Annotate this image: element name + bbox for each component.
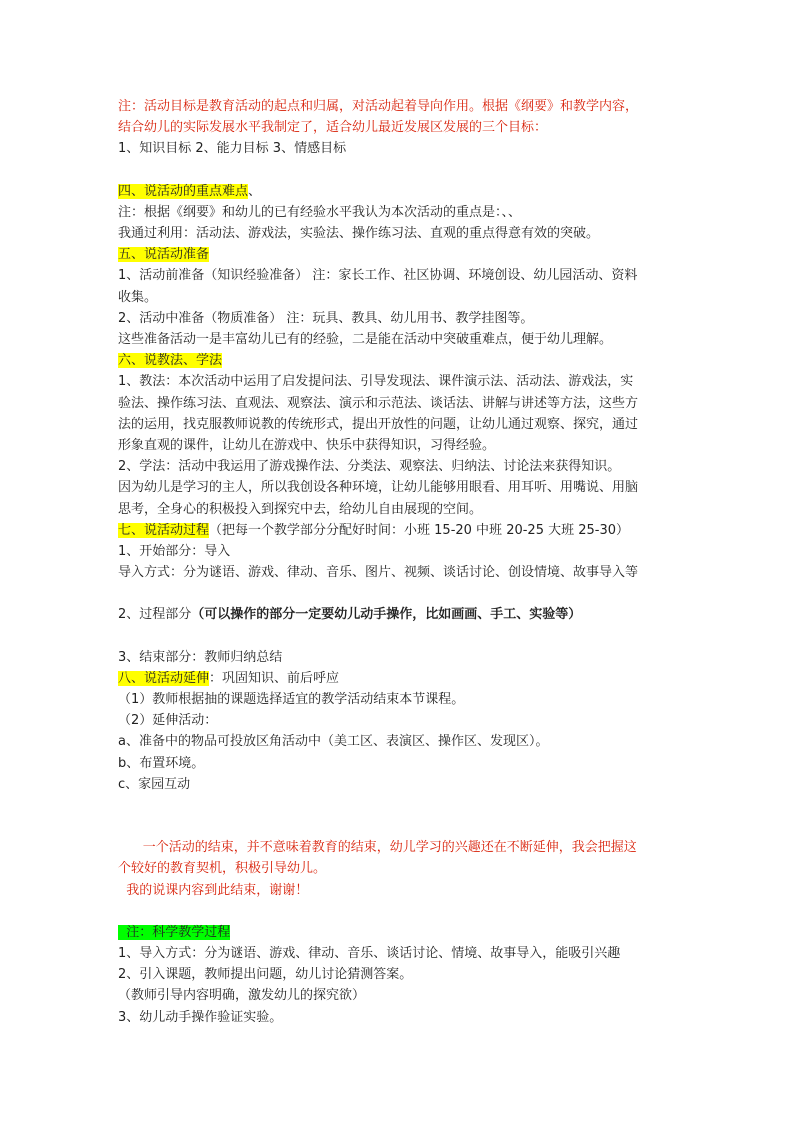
process-line — [118, 604, 678, 625]
paragraph-line: 因为幼儿是学习的主人，所以我创设各种环境，让幼儿能够用眼看、用耳听、用嘴说、用脑 — [118, 480, 639, 496]
document-body — [118, 96, 678, 1028]
section-8-heading: 八、说活动延伸 — [118, 670, 210, 686]
section-4-heading: 四、说活动的重点难点 — [118, 183, 249, 199]
paragraph-line: （教师引导内容明确，激发幼儿的探究欲） — [118, 988, 366, 1004]
closing-line: 一个活动的结束，并不意味着教育的结束，幼儿学习的兴趣还在不断延伸，我会把握这 — [118, 840, 637, 856]
closing-thanks: 我的说课内容到此结束，谢谢！ — [118, 882, 309, 898]
process-emphasis: （可以操作的部分一定要幼儿动手操作，比如画画、手工、实验等） — [191, 607, 582, 623]
paragraph-line: 收集。 — [118, 289, 158, 305]
section-4-heading-tail: 、 — [248, 183, 262, 199]
paragraph-line: 2、学法：活动中我运用了游戏操作法、分类法、观察法、归纳法、讨论法来获得知识。 — [118, 459, 621, 475]
paragraph-line: 思考，全身心的积极投入到探究中去，给幼儿自由展现的空间。 — [118, 501, 483, 517]
spacer — [118, 160, 678, 181]
section-5 — [118, 244, 678, 265]
intro-note-line: 结合幼儿的实际发展水平我制定了，适合幼儿最近发展区发展的三个目标： — [118, 120, 548, 136]
paragraph-line: 1、活动前准备（知识经验准备） 注：家长工作、社区协调、环境创设、幼儿园活动、资料 — [118, 268, 638, 284]
spacer — [118, 583, 678, 604]
section-7-heading: 七、说活动过程 — [118, 522, 210, 538]
intro-note-line: 注：活动目标是教育活动的起点和归属，对活动起着导向作用。根据《纲要》和教学内容， — [118, 99, 639, 114]
paragraph-line: 2、引入课题，教师提出问题，幼儿讨论猜测答案。 — [118, 967, 413, 983]
paragraph-line: 我通过利用：活动法、游戏法，实验法、操作练习法、直观的重点得意有效的突破。 — [118, 226, 600, 242]
paragraph-line: 1、教法：本次活动中运用了启发提问法、引导发现法、课件演示法、活动法、游戏法，实 — [118, 374, 634, 390]
science-heading: 注：科学教学过程 — [118, 924, 231, 940]
paragraph-line: 3、幼儿动手操作验证实验。 — [118, 1009, 283, 1025]
section-6 — [118, 350, 678, 371]
paragraph-line: 注：根据《纲要》和幼儿的已有经验水平我认为本次活动的重点是：、、 — [118, 204, 522, 220]
spacer — [118, 795, 678, 837]
section-6-heading: 六、说教法、学法 — [118, 353, 223, 369]
process-label: 2、过程部分 — [118, 607, 192, 623]
paragraph-line: 法的运用，找克服教师说教的传统形式，提出开放性的问题，让幼儿通过观察、探究，通过 — [118, 416, 639, 432]
paragraph-line: 这些准备活动一是丰富幼儿已有的经验，二是能在活动中突破重难点，便于幼儿理解。 — [118, 332, 613, 348]
goals-line: 1、知识目标 2、能力目标 3、情感目标 — [118, 141, 347, 157]
paragraph-line: 2、活动中准备（物质准备） 注：玩具、教具、幼儿用书、教学挂图等。 — [118, 310, 534, 326]
paragraph-line: b、布置环境。 — [118, 755, 205, 771]
paragraph-line: （1）教师根据抽的课题选择适宜的教学活动结束本节课程。 — [118, 692, 465, 708]
section-7 — [118, 520, 678, 541]
closing-line: 个较好的教育契机，积极引导幼儿。 — [118, 861, 327, 877]
paragraph-line: 验法、操作练习法、直观法、观察法、演示和示范法、谈话法、讲解与讲述等方法，这些方 — [118, 395, 639, 411]
section-8-heading-tail: ：巩固知识、前后呼应 — [209, 670, 340, 686]
section-8 — [118, 668, 678, 689]
spacer — [118, 626, 678, 647]
section-5-heading: 五、说活动准备 — [118, 247, 210, 263]
paragraph-line: 1、导入方式：分为谜语、游戏、律动、音乐、谈话讨论、情境、故事导入，能吸引兴趣 — [118, 945, 621, 961]
paragraph-line: 形象直观的课件，让幼儿在游戏中、快乐中获得知识，习得经验。 — [118, 438, 496, 454]
paragraph-line: 3、结束部分：教师归纳总结 — [118, 649, 283, 665]
section-4 — [118, 181, 678, 202]
paragraph-line: 1、开始部分：导入 — [118, 544, 231, 560]
paragraph-line: 导入方式：分为谜语、游戏、律动、音乐、图片、视频、谈话讨论、创设情境、故事导入等 — [118, 565, 639, 581]
section-7-heading-tail: （把每一个教学部分分配好时间：小班 15-20 中班 20-25 大班 25-30） — [209, 522, 630, 538]
science-section — [118, 922, 678, 943]
paragraph-line: （2）延伸活动： — [118, 713, 218, 729]
paragraph-line: a、准备中的物品可投放区角活动中（美工区、表演区、操作区、发现区）。 — [118, 734, 549, 750]
spacer — [118, 901, 678, 922]
paragraph-line: c、家园互动 — [118, 776, 191, 792]
